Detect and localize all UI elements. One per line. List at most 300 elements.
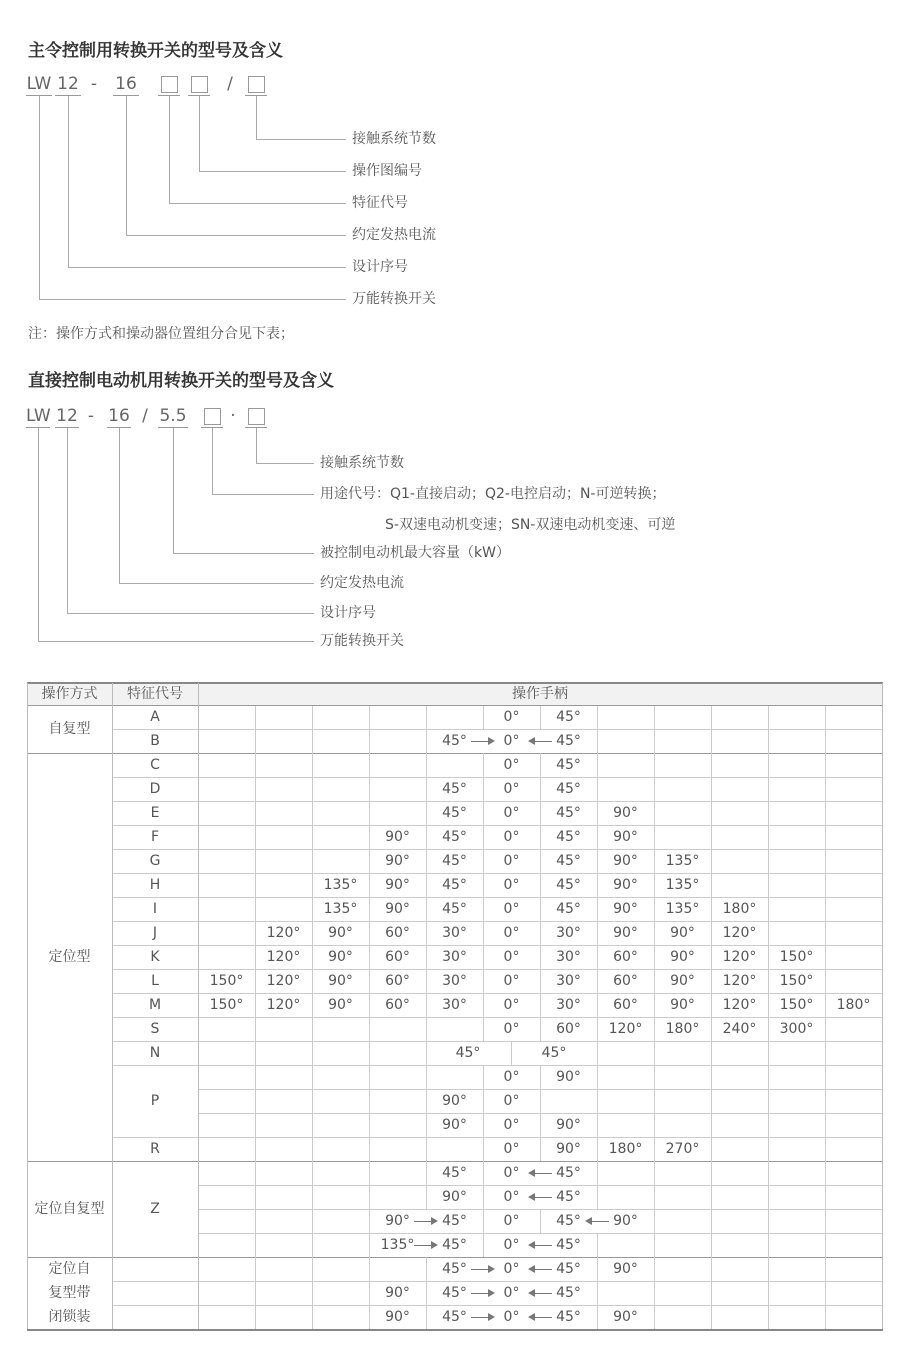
grid-line-v [825,1185,826,1209]
grid-line-v [426,705,427,729]
model-segment: LW [26,406,51,426]
diagram-label: S-双速电动机变速；SN-双速电动机变速、可逆 [385,517,676,533]
grid-line-v [654,1041,655,1065]
model-segment: 16 [108,406,130,426]
code-label: B [150,733,160,749]
model-segment: / [227,74,233,94]
arrow-right-icon [471,1265,495,1273]
angle-cell: 45° [556,805,581,821]
angle-cell: 45° [442,1309,467,1325]
model-segment: - [87,406,95,426]
angle-cell: 30° [556,925,581,941]
pointer-line-v [173,428,174,553]
angle-cell: 45° [556,1285,581,1301]
grid-line-v [825,1041,826,1065]
diagram-label: 被控制电动机最大容量（kW） [320,545,510,561]
grid-line-v [426,753,427,777]
grid-line-v [825,897,826,921]
angle-cell: 300° [779,1021,814,1037]
grid-line-v [768,1257,769,1281]
angle-cell: 0° [503,1285,520,1301]
table-top-border [27,682,883,684]
code-label: S [150,1021,160,1037]
grid-line-v [825,825,826,849]
grid-line-v [768,1137,769,1161]
arrow-right-icon [414,1241,438,1249]
pointer-line-v [256,428,257,463]
angle-cell: 180° [836,997,871,1013]
grid-line-v [768,777,769,801]
grid-line-v [369,1113,370,1137]
pointer-line-v [256,96,257,139]
angle-cell: 45° [556,781,581,797]
grid-line-v [711,705,712,729]
angle-cell: 45° [442,781,467,797]
grid-line-v [711,1065,712,1089]
angle-cell: 0° [503,1261,520,1277]
arrow-line [533,1197,552,1198]
angle-cell: 90° [613,829,638,845]
table-right-border [882,683,883,1329]
grid-line-v [825,1161,826,1185]
code-label: D [149,781,161,797]
grid-line-v [312,1089,313,1113]
angle-cell: 0° [503,1069,520,1085]
angle-cell: 0° [503,901,520,917]
angle-cell: 90° [670,949,695,965]
angle-cell: 90° [385,1213,410,1229]
arrow-head [528,1289,535,1297]
angle-cell: 60° [385,997,410,1013]
pointer-line-v [68,96,69,267]
angle-cell: 90° [328,925,353,941]
angle-cell: 0° [503,1093,520,1109]
angle-cell: 45° [442,853,467,869]
grid-line-v [768,1113,769,1137]
arrow-head [488,737,495,745]
model-segment: LW [26,74,52,94]
pointer-line-v [212,428,213,494]
grid-line-v [825,1209,826,1233]
model-segment: / [142,406,148,426]
arrow-left-icon [585,1217,609,1225]
mode-label: 定位自复型 [34,1201,105,1217]
code-label: J [152,925,158,941]
grid-line-h [198,1233,882,1234]
grid-line-v [369,1185,370,1209]
arrow-head [528,1169,535,1177]
grid-line-v [768,1281,769,1305]
section-divider [27,753,882,754]
grid-line-v [255,897,256,921]
grid-line-h [112,1041,882,1042]
grid-line-v [255,1017,256,1041]
grid-line-v [711,801,712,825]
grid-line-v [825,1065,826,1089]
diagram-label: 万能转换开关 [320,633,404,649]
angle-cell: 150° [779,997,814,1013]
section2-title: 直接控制电动机用转换开关的型号及含义 [28,371,334,391]
code-label: A [150,709,160,725]
grid-line-h [112,849,882,850]
angle-cell: 180° [665,1021,700,1037]
grid-line-v [711,1161,712,1185]
grid-line-v [711,1281,712,1305]
grid-line-v [255,1257,256,1281]
grid-line-v [825,1233,826,1257]
grid-line-v [369,1161,370,1185]
angle-cell: 0° [503,1189,520,1205]
angle-cell: 90° [385,1285,410,1301]
arrow-line [533,1245,552,1246]
arrow-left-icon [528,1313,552,1321]
angle-cell: 90° [613,877,638,893]
angle-cell: 135° [323,877,358,893]
grid-line-v [369,1257,370,1281]
table-left-border [27,683,28,1329]
diagram-label: 万能转换开关 [352,291,436,307]
angle-cell: 30° [556,997,581,1013]
grid-line-v [312,1281,313,1305]
grid-line-v [255,1065,256,1089]
grid-line-h [112,945,882,946]
angle-cell: 135° [665,901,700,917]
angle-cell: 0° [503,781,520,797]
grid-line-v [768,801,769,825]
grid-line-v [312,1257,313,1281]
grid-line-v [312,1185,313,1209]
pointer-line-h [199,171,346,172]
angle-cell: 120° [722,973,757,989]
angle-cell: 45° [541,1045,567,1061]
pointer-line-v [169,96,170,203]
grid-line-v [426,1017,427,1041]
angle-cell: 90° [442,1093,467,1109]
angle-cell: 45° [442,1213,467,1229]
grid-line-h [112,777,882,778]
code-label: M [148,997,162,1013]
grid-line-v [768,1089,769,1113]
model-box-icon [191,76,208,93]
angle-cell: 90° [328,997,353,1013]
code-label: G [149,853,161,869]
angle-cell: 0° [503,1021,520,1037]
grid-line-v [654,1113,655,1137]
arrow-line [590,1221,609,1222]
angle-cell: 90° [613,925,638,941]
angle-cell: 90° [556,1069,581,1085]
grid-line-v [711,753,712,777]
angle-cell: 0° [503,1165,520,1181]
arrow-line [533,741,552,742]
grid-line-v [255,1041,256,1065]
angle-cell: 90° [556,1117,581,1133]
grid-line-v [255,705,256,729]
arrow-head [585,1217,592,1225]
angle-cell: 90° [556,1141,581,1157]
grid-line-h [112,1305,882,1306]
angle-cell: 90° [613,853,638,869]
code-label: L [151,973,159,989]
angle-cell: 0° [503,805,520,821]
grid-line-v [255,1233,256,1257]
grid-line-v [312,1017,313,1041]
angle-cell: 45° [442,877,467,893]
grid-line-v [198,683,199,1329]
grid-line-v [711,1041,712,1065]
angle-cell: 45° [442,1237,467,1253]
diagram-label: 约定发热电流 [352,227,436,243]
angle-cell: 120° [266,973,301,989]
grid-line-v [654,705,655,729]
angle-cell: 90° [670,997,695,1013]
grid-line-v [711,825,712,849]
model-box-icon [161,76,178,93]
angle-cell: 180° [608,1141,643,1157]
grid-line-h [112,1065,882,1066]
grid-line-v [255,873,256,897]
grid-line-v [825,1137,826,1161]
grid-line-v [426,1065,427,1089]
grid-line-h [112,1017,882,1018]
angle-cell: 90° [385,901,410,917]
angle-cell: 90° [670,973,695,989]
angle-cell: 0° [503,853,520,869]
grid-line-v [369,1065,370,1089]
angle-cell: 30° [442,925,467,941]
grid-line-v [711,1233,712,1257]
grid-line-v [255,753,256,777]
angle-cell: 270° [665,1141,700,1157]
grid-line-v [255,1161,256,1185]
grid-line-v [654,1161,655,1185]
grid-line-v [369,1041,370,1065]
grid-line-v [825,1113,826,1137]
angle-cell: 90° [613,1213,638,1229]
angle-cell: 45° [442,829,467,845]
angle-cell: 90° [442,1117,467,1133]
angle-cell: 180° [722,901,757,917]
arrow-line [533,1293,552,1294]
angle-cell: 45° [442,901,467,917]
pointer-line-h [256,139,346,140]
angle-cell: 90° [613,805,638,821]
angle-cell: 0° [503,1117,520,1133]
grid-line-v [825,753,826,777]
model-segment: · [230,406,236,426]
angle-cell: 90° [385,853,410,869]
pointer-line-h [126,235,346,236]
grid-line-v [825,873,826,897]
grid-line-v [255,825,256,849]
table-bottom-border [27,1329,883,1331]
arrow-left-icon [528,737,552,745]
pointer-line-h [67,613,314,614]
angle-cell: 90° [613,901,638,917]
grid-line-v [768,705,769,729]
arrow-left-icon [528,1193,552,1201]
arrow-right-icon [414,1217,438,1225]
code-label: P [150,1093,160,1109]
grid-line-h [112,897,882,898]
grid-line-v [369,753,370,777]
angle-cell: 60° [613,973,638,989]
arrow-right-icon [471,1313,495,1321]
pointer-line-h [119,583,314,584]
grid-line-v [825,1305,826,1329]
pointer-line-h [68,267,346,268]
grid-line-v [255,801,256,825]
mode-label: 自复型 [48,721,91,737]
angle-cell: 30° [556,949,581,965]
grid-line-v [654,753,655,777]
grid-line-v [711,1113,712,1137]
grid-line-v [369,705,370,729]
angle-cell: 150° [209,973,244,989]
diagram-label: 操作图编号 [352,163,422,179]
angle-cell: 0° [503,757,520,773]
grid-line-v [312,825,313,849]
angle-cell: 90° [385,829,410,845]
grid-line-v [312,777,313,801]
grid-line-h [112,921,882,922]
grid-line-v [768,1041,769,1065]
grid-line-h [112,873,882,874]
grid-line-v [255,1305,256,1329]
angle-cell: 45° [442,805,467,821]
arrow-head [528,1265,535,1273]
angle-cell: 120° [722,997,757,1013]
grid-line-v [768,1161,769,1185]
angle-cell: 30° [442,949,467,965]
angle-cell: 60° [613,997,638,1013]
angle-cell: 30° [442,973,467,989]
angle-cell: 0° [503,829,520,845]
grid-line-v [711,1089,712,1113]
angle-cell: 135° [380,1237,415,1253]
diagram-label: 用途代号：Q1-直接启动；Q2-电控启动；N-可逆转换； [320,486,666,502]
section-divider [27,1257,882,1258]
arrow-right-icon [471,737,495,745]
angle-cell: 120° [608,1021,643,1037]
angle-cell: 45° [556,1165,581,1181]
pointer-line-v [67,428,68,613]
grid-line-v [768,1209,769,1233]
angle-cell: 135° [323,901,358,917]
pointer-line-h [256,463,314,464]
grid-line-v [255,1209,256,1233]
pointer-line-v [126,96,127,235]
model-box-icon [248,76,265,93]
grid-line-h [112,729,882,730]
arrow-left-icon [528,1289,552,1297]
note-text: 注：操作方式和操动器位置组分合见下表； [28,326,294,342]
angle-cell: 150° [779,949,814,965]
model-segment: 12 [56,406,78,426]
header-bottom-border [27,705,883,706]
grid-line-v [768,873,769,897]
angle-cell: 45° [556,1189,581,1205]
pointer-line-h [212,494,314,495]
arrow-left-icon [528,1265,552,1273]
grid-line-v [825,777,826,801]
angle-cell: 90° [613,1309,638,1325]
grid-line-v [255,1185,256,1209]
angle-cell: 45° [556,709,581,725]
model-segment: 16 [115,74,137,94]
grid-line-v [369,1089,370,1113]
code-label: H [149,877,161,893]
angle-cell: 150° [209,997,244,1013]
grid-line-v [369,1137,370,1161]
angle-cell: 90° [328,949,353,965]
grid-line-v [825,921,826,945]
angle-cell: 0° [503,925,520,941]
code-label: I [152,901,158,917]
angle-cell: 0° [503,1237,520,1253]
pointer-line-h [169,203,346,204]
grid-line-v [312,1065,313,1089]
grid-line-v [825,1281,826,1305]
grid-line-v [654,1281,655,1305]
code-label: Z [150,1201,160,1217]
pointer-line-h [173,553,314,554]
grid-line-v [112,683,113,1329]
angle-cell: 45° [556,1261,581,1277]
angle-cell: 90° [385,877,410,893]
pointer-line-v [119,428,120,583]
angle-cell: 0° [503,1213,520,1229]
angle-cell: 45° [556,1237,581,1253]
grid-line-v [312,801,313,825]
angle-cell: 90° [613,1261,638,1277]
grid-line-v [768,1185,769,1209]
table-header-code: 特征代号 [127,686,183,702]
arrow-line [533,1269,552,1270]
grid-line-v [597,1089,598,1113]
angle-cell: 90° [328,973,353,989]
arrow-left-icon [528,1169,552,1177]
grid-line-v [768,729,769,753]
grid-line-v [369,801,370,825]
grid-line-v [825,1257,826,1281]
grid-line-v [312,729,313,753]
grid-line-v [255,1089,256,1113]
grid-line-v [654,1233,655,1257]
diagram-label: 设计序号 [320,605,376,621]
angle-cell: 30° [442,997,467,1013]
angle-cell: 45° [556,877,581,893]
grid-line-v [369,729,370,753]
code-label: F [150,829,160,845]
angle-cell: 0° [503,949,520,965]
grid-line-v [369,777,370,801]
code-label: E [150,805,160,821]
arrow-line [533,1173,552,1174]
angle-cell: 0° [503,709,520,725]
arrow-head [431,1241,438,1249]
grid-line-v [711,1185,712,1209]
grid-line-v [711,729,712,753]
grid-line-v [312,1305,313,1329]
grid-line-v [312,1137,313,1161]
angle-cell: 0° [503,1141,520,1157]
angle-cell: 60° [385,925,410,941]
grid-line-v [312,1161,313,1185]
grid-line-v [312,849,313,873]
angle-cell: 90° [670,925,695,941]
angle-cell: 45° [556,757,581,773]
